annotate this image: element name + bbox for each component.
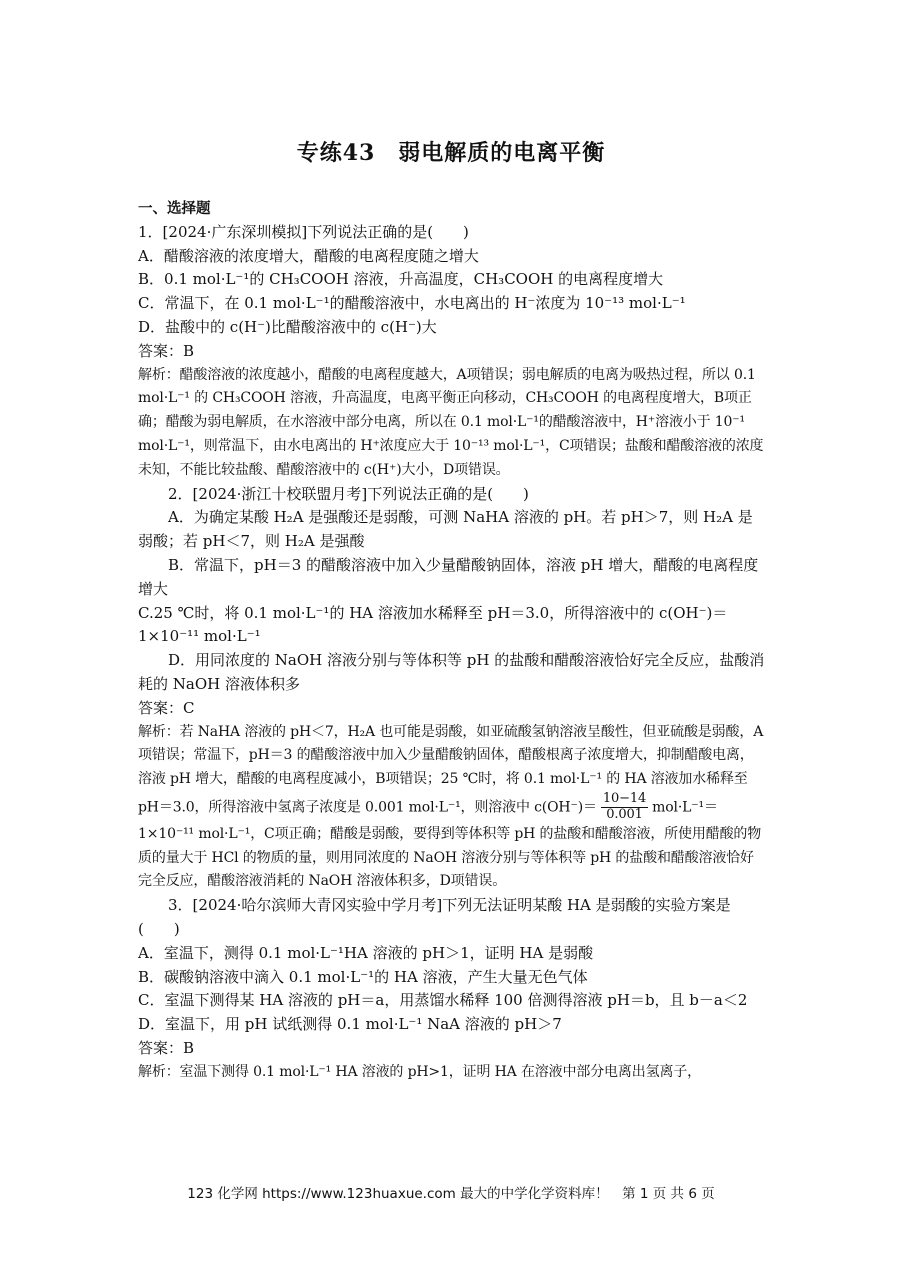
question-2-option-c: C.25 ℃时，将 0.1 mol·L⁻¹的 HA 溶液加水稀释至 pH＝3.0，所得溶液中的 c(OH⁻)＝1×10⁻¹¹ mol·L⁻¹ bbox=[138, 603, 728, 646]
question-3-stem: 3．[2024·哈尔滨师大青冈实验中学月考]下列无法证明某酸 HA 是弱酸的实验方案是( ) bbox=[138, 896, 731, 938]
question-2-option-b: B．常温下，pH＝3 的醋酸溶液中加入少量醋酸钠固体，溶液 pH 增大，醋酸的电离程度增大 bbox=[138, 555, 759, 598]
question-1-option-c: C．常温下，在 0.1 mol·L⁻¹的醋酸溶液中，水电离出的 H⁻浓度为 10⁻¹³ mol·L⁻¹ bbox=[138, 294, 686, 313]
question-1-answer: 答案：B bbox=[138, 341, 195, 360]
fraction-numerator: 10−14 bbox=[602, 790, 647, 806]
question-3-option-b: B．碳酸钠溶液中滴入 0.1 mol·L⁻¹的 HA 溶液，产生大量无色气体 bbox=[138, 967, 588, 986]
question-1-option-d: D．盐酸中的 c(H⁻)比醋酸溶液中的 c(H⁻)大 bbox=[138, 317, 437, 336]
question-3-analysis: 解析：室温下测得 0.1 mol·L⁻¹ HA 溶液的 pH>1，证明 HA 在溶液中部分电离出氢离子， bbox=[138, 1063, 701, 1080]
fraction bbox=[601, 792, 648, 823]
question-2-option-a: A．为确定某酸 H₂A 是强酸还是弱酸，可测 NaHA 溶液的 pH。若 pH＞7，则 H₂A 是弱酸；若 pH＜7，则 H₂A 是强酸 bbox=[138, 508, 753, 551]
document-body bbox=[138, 197, 766, 1085]
question-2-stem: 2．[2024·浙江十校联盟月考]下列说法正确的是( ) bbox=[168, 484, 529, 503]
page-footer: 123 化学网 https://www.123huaxue.com 最大的中学化学资料库！ 第 1 页 共 6 页 bbox=[187, 1186, 715, 1202]
question-1-option-b: B．0.1 mol·L⁻¹的 CH₃COOH 溶液，升高温度，CH₃COOH 的电离程度增大 bbox=[138, 270, 664, 289]
question-2-analysis bbox=[138, 721, 766, 895]
question-3-answer: 答案：B bbox=[138, 1038, 195, 1057]
page-title: 专练43 弱电解质的电离平衡 bbox=[296, 140, 606, 166]
question-1-stem: 1．[2024·广东深圳模拟]下列说法正确的是( ) bbox=[138, 222, 469, 241]
question-2-analysis-part-2: mol·L⁻¹＝1×10⁻¹¹ mol·L⁻¹，C项正确；醋酸是弱酸，要得到等体积等 pH 的盐酸和醋酸溶液，所使用醋酸的物质的量大于 HCl 的物质的量，则用同浓度的 NaOH 溶液分别与等体积等 pH 的盐酸和醋酸溶液恰好完全反应，醋酸溶液消耗的 NaOH 溶液体积多，D项错误。 bbox=[138, 799, 762, 890]
question-2-option-d: D．用同浓度的 NaOH 溶液分别与等体积等 pH 的盐酸和醋酸溶液恰好完全反应，盐酸消耗的 NaOH 溶液体积多 bbox=[138, 651, 765, 693]
question-1-option-a: A．醋酸溶液的浓度增大，醋酸的电离程度随之增大 bbox=[138, 246, 479, 265]
fraction-denominator: 0.001 bbox=[606, 806, 643, 822]
section-heading: 一、选择题 bbox=[138, 200, 211, 217]
question-3-option-a: A．室温下，测得 0.1 mol·L⁻¹HA 溶液的 pH＞1，证明 HA 是弱酸 bbox=[138, 943, 594, 962]
question-2-analysis-part-1: 解析：若 NaHA 溶液的 pH＜7，H₂A 也可能是弱酸，如亚硫酸氢钠溶液呈酸性，但亚硫酸是弱酸，A项错误；常温下，pH＝3 的醋酸溶液中加入少量醋酸钠固体，醋酸根离子浓度增大，抑制醋酸电离，溶液 pH 增大，醋酸的电离程度减小，B项错误；25 ℃时，将 0.1 mol·L⁻¹ 的 HA 溶液加水稀释至 pH＝3.0，所得溶液中氢离子浓度是 0.001 mol·L⁻¹，则溶液中 c(OH⁻)＝ bbox=[138, 723, 764, 816]
question-1-analysis: 解析：醋酸溶液的浓度越小，醋酸的电离程度越大，A项错误；弱电解质的电离为吸热过程，所以 0.1 mol·L⁻¹ 的 CH₃COOH 溶液，升高温度，电离平衡正向移动，CH₃COOH 的电离程度增大，B项正确；醋酸为弱电解质，在水溶液中部分电离，所以在 0.1 mol·L⁻¹的醋酸溶液中，H⁺溶液小于 10⁻¹ mol·L⁻¹，则常温下，由水电离出的 H⁺浓度应大于 10⁻¹³ mol·L⁻¹，C项错误；盐酸和醋酸溶液的浓度未知，不能比较盐酸、醋酸溶液中的 c(H⁺)大小，D项错误。 bbox=[138, 366, 764, 478]
question-3-option-c: C．室温下测得某 HA 溶液的 pH＝a，用蒸馏水稀释 100 倍测得溶液 pH＝b，且 b－a＜2 bbox=[138, 991, 748, 1010]
question-2-answer: 答案：C bbox=[138, 698, 195, 717]
question-3-option-d: D．室温下，用 pH 试纸测得 0.1 mol·L⁻¹ NaA 溶液的 pH＞7 bbox=[138, 1015, 562, 1034]
